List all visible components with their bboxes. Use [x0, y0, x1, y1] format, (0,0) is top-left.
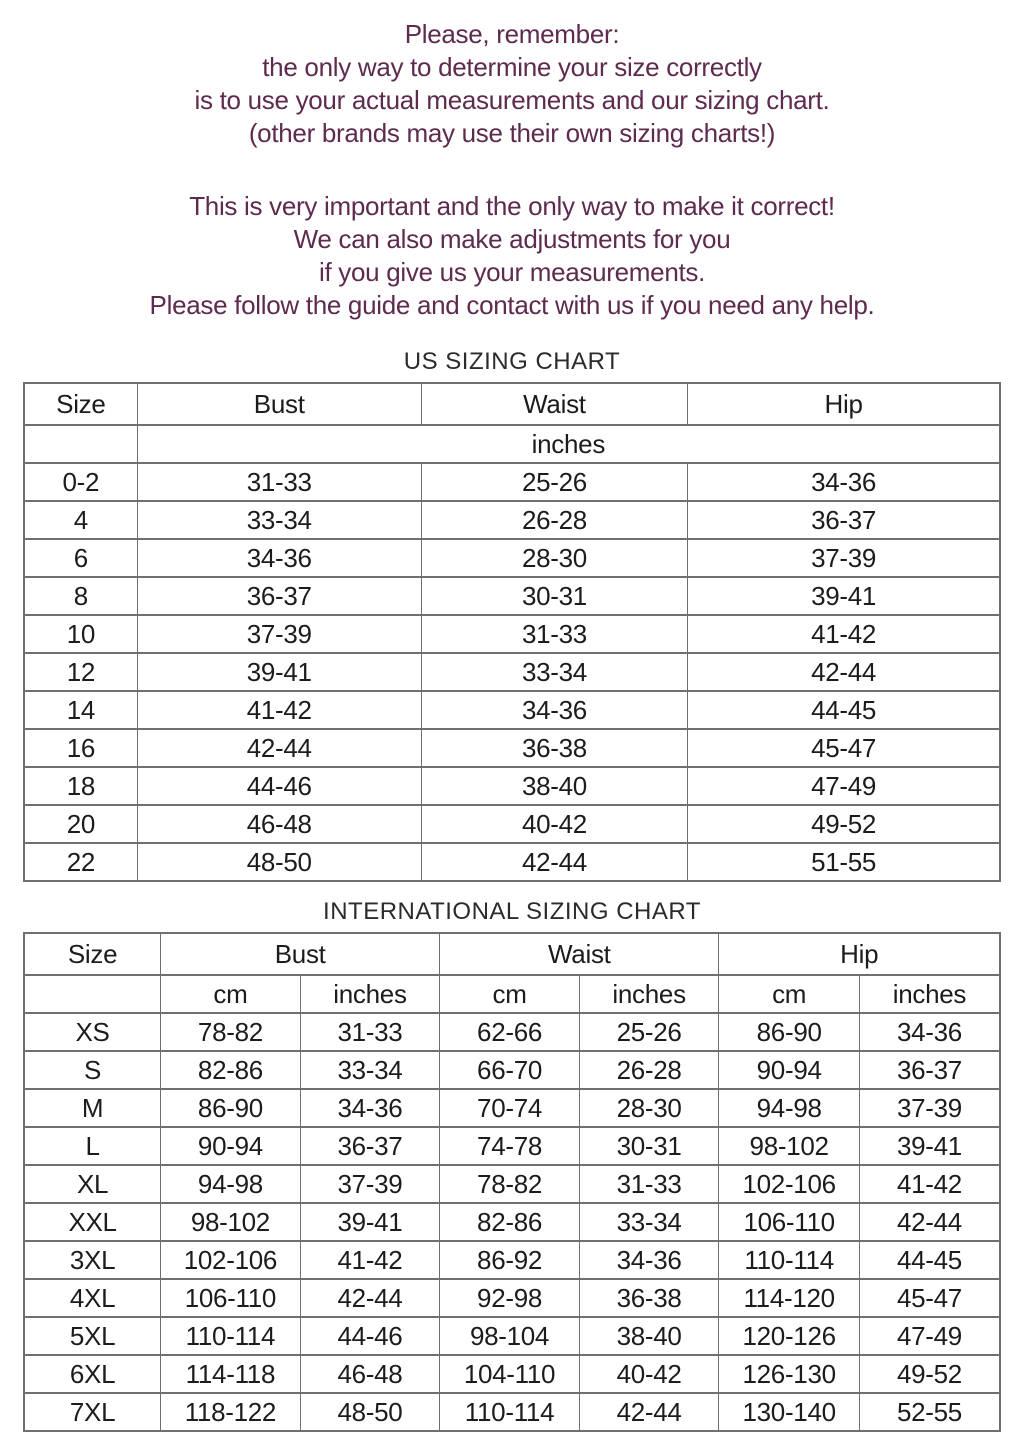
measurement-cell: 41-42: [137, 691, 421, 729]
measurement-cell: 25-26: [421, 463, 687, 501]
size-cell: 7XL: [24, 1393, 161, 1431]
measurement-cell: 42-44: [300, 1279, 440, 1317]
unit-label-bust-cm: cm: [161, 975, 301, 1013]
table-row: [24, 691, 1000, 729]
measurement-cell: 33-34: [421, 653, 687, 691]
measurement-cell: 41-42: [688, 615, 1000, 653]
unit-label: inches: [137, 425, 1000, 463]
measurement-cell: 40-42: [421, 805, 687, 843]
measurement-cell: 52-55: [859, 1393, 1000, 1431]
measurement-cell: 39-41: [688, 577, 1000, 615]
measurement-cell: 33-34: [300, 1051, 440, 1089]
measurement-cell: 41-42: [300, 1241, 440, 1279]
measurement-cell: 82-86: [161, 1051, 301, 1089]
unit-label-hip-cm: cm: [719, 975, 860, 1013]
table-row: [24, 1089, 1000, 1127]
measurement-cell: 90-94: [161, 1127, 301, 1165]
measurement-cell: 30-31: [579, 1127, 719, 1165]
table-row: [24, 501, 1000, 539]
measurement-cell: 31-33: [300, 1013, 440, 1051]
table-row: [24, 1393, 1000, 1431]
column-header-size: Size: [24, 383, 137, 425]
measurement-cell: 74-78: [440, 1127, 580, 1165]
measurement-cell: 86-90: [161, 1089, 301, 1127]
column-header-waist: Waist: [421, 383, 687, 425]
measurement-cell: 51-55: [688, 843, 1000, 881]
table-row: [24, 1013, 1000, 1051]
measurement-cell: 44-45: [688, 691, 1000, 729]
table-row: [24, 1165, 1000, 1203]
measurement-cell: 44-46: [137, 767, 421, 805]
measurement-cell: 47-49: [859, 1317, 1000, 1355]
measurement-cell: 39-41: [859, 1127, 1000, 1165]
measurement-cell: 98-102: [719, 1127, 860, 1165]
measurement-cell: 92-98: [440, 1279, 580, 1317]
measurement-cell: 28-30: [421, 539, 687, 577]
measurement-cell: 118-122: [161, 1393, 301, 1431]
measurement-cell: 45-47: [859, 1279, 1000, 1317]
measurement-cell: 31-33: [421, 615, 687, 653]
measurement-cell: 130-140: [719, 1393, 860, 1431]
measurement-cell: 90-94: [719, 1051, 860, 1089]
size-cell: 5XL: [24, 1317, 161, 1355]
measurement-cell: 48-50: [137, 843, 421, 881]
measurement-cell: 34-36: [688, 463, 1000, 501]
table-row: [24, 653, 1000, 691]
table-row: [24, 729, 1000, 767]
size-cell: 18: [24, 767, 137, 805]
measurement-cell: 46-48: [137, 805, 421, 843]
size-cell: 4XL: [24, 1279, 161, 1317]
measurement-cell: 28-30: [579, 1089, 719, 1127]
unit-label-bust-inches: inches: [300, 975, 440, 1013]
intro-paragraph-1: [23, 18, 1001, 150]
measurement-cell: 120-126: [719, 1317, 860, 1355]
column-header-hip: Hip: [688, 383, 1000, 425]
size-cell: L: [24, 1127, 161, 1165]
intro-line: if you give us your measurements.: [318, 257, 706, 287]
measurement-cell: 110-114: [440, 1393, 580, 1431]
intro-line: is to use your actual measurements and our sizing chart.: [194, 85, 830, 115]
measurement-cell: 98-102: [161, 1203, 301, 1241]
measurement-cell: 34-36: [300, 1089, 440, 1127]
column-header-bust: Bust: [137, 383, 421, 425]
measurement-cell: 42-44: [137, 729, 421, 767]
measurement-cell: 42-44: [859, 1203, 1000, 1241]
table-row: [24, 1317, 1000, 1355]
measurement-cell: 26-28: [579, 1051, 719, 1089]
unit-label-waist-inches: inches: [579, 975, 719, 1013]
size-cell: 14: [24, 691, 137, 729]
intro-line: Please, remember:: [404, 19, 620, 49]
measurement-cell: 44-46: [300, 1317, 440, 1355]
measurement-cell: 82-86: [440, 1203, 580, 1241]
measurement-cell: 114-118: [161, 1355, 301, 1393]
table-row: [24, 1241, 1000, 1279]
unit-label-waist-cm: cm: [440, 975, 580, 1013]
measurement-cell: 39-41: [137, 653, 421, 691]
measurement-cell: 37-39: [688, 539, 1000, 577]
measurement-cell: 104-110: [440, 1355, 580, 1393]
column-header-bust: Bust: [161, 933, 440, 975]
measurement-cell: 78-82: [440, 1165, 580, 1203]
table-row: [24, 805, 1000, 843]
measurement-cell: 102-106: [719, 1165, 860, 1203]
measurement-cell: 38-40: [579, 1317, 719, 1355]
intro-line: (other brands may use their own sizing charts!): [248, 118, 776, 148]
measurement-cell: 47-49: [688, 767, 1000, 805]
empty-cell: [24, 975, 161, 1013]
measurement-cell: 49-52: [688, 805, 1000, 843]
measurement-cell: 33-34: [579, 1203, 719, 1241]
table-row: [24, 539, 1000, 577]
measurement-cell: 34-36: [579, 1241, 719, 1279]
size-cell: 8: [24, 577, 137, 615]
measurement-cell: 34-36: [137, 539, 421, 577]
intro-line: the only way to determine your size correctly: [262, 52, 762, 82]
size-cell: 22: [24, 843, 137, 881]
measurement-cell: 86-92: [440, 1241, 580, 1279]
intl-header-row: [24, 933, 1000, 975]
measurement-cell: 33-34: [137, 501, 421, 539]
intl-unit-row: [24, 975, 1000, 1013]
column-header-waist: Waist: [440, 933, 719, 975]
measurement-cell: 36-37: [859, 1051, 1000, 1089]
size-cell: XS: [24, 1013, 161, 1051]
measurement-cell: 110-114: [161, 1317, 301, 1355]
column-header-size: Size: [24, 933, 161, 975]
measurement-cell: 34-36: [421, 691, 687, 729]
size-cell: 12: [24, 653, 137, 691]
size-cell: XL: [24, 1165, 161, 1203]
measurement-cell: 39-41: [300, 1203, 440, 1241]
measurement-cell: 98-104: [440, 1317, 580, 1355]
international-sizing-table: [23, 932, 1001, 1432]
size-cell: 3XL: [24, 1241, 161, 1279]
measurement-cell: 37-39: [859, 1089, 1000, 1127]
measurement-cell: 94-98: [719, 1089, 860, 1127]
measurement-cell: 37-39: [300, 1165, 440, 1203]
measurement-cell: 42-44: [579, 1393, 719, 1431]
intro-line: Please follow the guide and contact with us if you need any help.: [149, 290, 875, 320]
us-header-row: [24, 383, 1000, 425]
size-cell: S: [24, 1051, 161, 1089]
measurement-cell: 102-106: [161, 1241, 301, 1279]
measurement-cell: 126-130: [719, 1355, 860, 1393]
size-cell: XXL: [24, 1203, 161, 1241]
measurement-cell: 37-39: [137, 615, 421, 653]
measurement-cell: 36-38: [421, 729, 687, 767]
intro-paragraph-2: [23, 190, 1001, 322]
measurement-cell: 31-33: [579, 1165, 719, 1203]
table-row: [24, 463, 1000, 501]
size-cell: M: [24, 1089, 161, 1127]
measurement-cell: 78-82: [161, 1013, 301, 1051]
size-cell: 6XL: [24, 1355, 161, 1393]
measurement-cell: 25-26: [579, 1013, 719, 1051]
intro-text: [23, 18, 1001, 322]
measurement-cell: 42-44: [421, 843, 687, 881]
us-sizing-table: [23, 382, 1001, 882]
unit-label-hip-inches: inches: [859, 975, 1000, 1013]
table-row: [24, 1203, 1000, 1241]
measurement-cell: 36-37: [137, 577, 421, 615]
measurement-cell: 31-33: [137, 463, 421, 501]
intro-line: This is very important and the only way to make it correct!: [189, 191, 835, 221]
table-row: [24, 843, 1000, 881]
table-row: [24, 1279, 1000, 1317]
measurement-cell: 46-48: [300, 1355, 440, 1393]
measurement-cell: 49-52: [859, 1355, 1000, 1393]
measurement-cell: 94-98: [161, 1165, 301, 1203]
measurement-cell: 62-66: [440, 1013, 580, 1051]
measurement-cell: 86-90: [719, 1013, 860, 1051]
table-row: [24, 767, 1000, 805]
intro-line: We can also make adjustments for you: [293, 224, 731, 254]
measurement-cell: 26-28: [421, 501, 687, 539]
table-row: [24, 1051, 1000, 1089]
measurement-cell: 106-110: [719, 1203, 860, 1241]
table-row: [24, 1355, 1000, 1393]
measurement-cell: 38-40: [421, 767, 687, 805]
measurement-cell: 36-37: [300, 1127, 440, 1165]
column-header-hip: Hip: [719, 933, 1000, 975]
measurement-cell: 66-70: [440, 1051, 580, 1089]
measurement-cell: 42-44: [688, 653, 1000, 691]
measurement-cell: 41-42: [859, 1165, 1000, 1203]
table-row: [24, 615, 1000, 653]
us-chart-title: US SIZING CHART: [403, 348, 621, 375]
measurement-cell: 40-42: [579, 1355, 719, 1393]
empty-cell: [24, 425, 137, 463]
measurement-cell: 36-37: [688, 501, 1000, 539]
measurement-cell: 48-50: [300, 1393, 440, 1431]
intl-chart-title: INTERNATIONAL SIZING CHART: [323, 898, 701, 925]
table-row: [24, 1127, 1000, 1165]
size-cell: 20: [24, 805, 137, 843]
measurement-cell: 44-45: [859, 1241, 1000, 1279]
measurement-cell: 106-110: [161, 1279, 301, 1317]
table-row: [24, 577, 1000, 615]
measurement-cell: 45-47: [688, 729, 1000, 767]
size-cell: 4: [24, 501, 137, 539]
size-cell: 0-2: [24, 463, 137, 501]
size-cell: 10: [24, 615, 137, 653]
size-cell: 6: [24, 539, 137, 577]
us-unit-row: [24, 425, 1000, 463]
measurement-cell: 36-38: [579, 1279, 719, 1317]
measurement-cell: 34-36: [859, 1013, 1000, 1051]
measurement-cell: 30-31: [421, 577, 687, 615]
measurement-cell: 114-120: [719, 1279, 860, 1317]
measurement-cell: 70-74: [440, 1089, 580, 1127]
measurement-cell: 110-114: [719, 1241, 860, 1279]
size-cell: 16: [24, 729, 137, 767]
